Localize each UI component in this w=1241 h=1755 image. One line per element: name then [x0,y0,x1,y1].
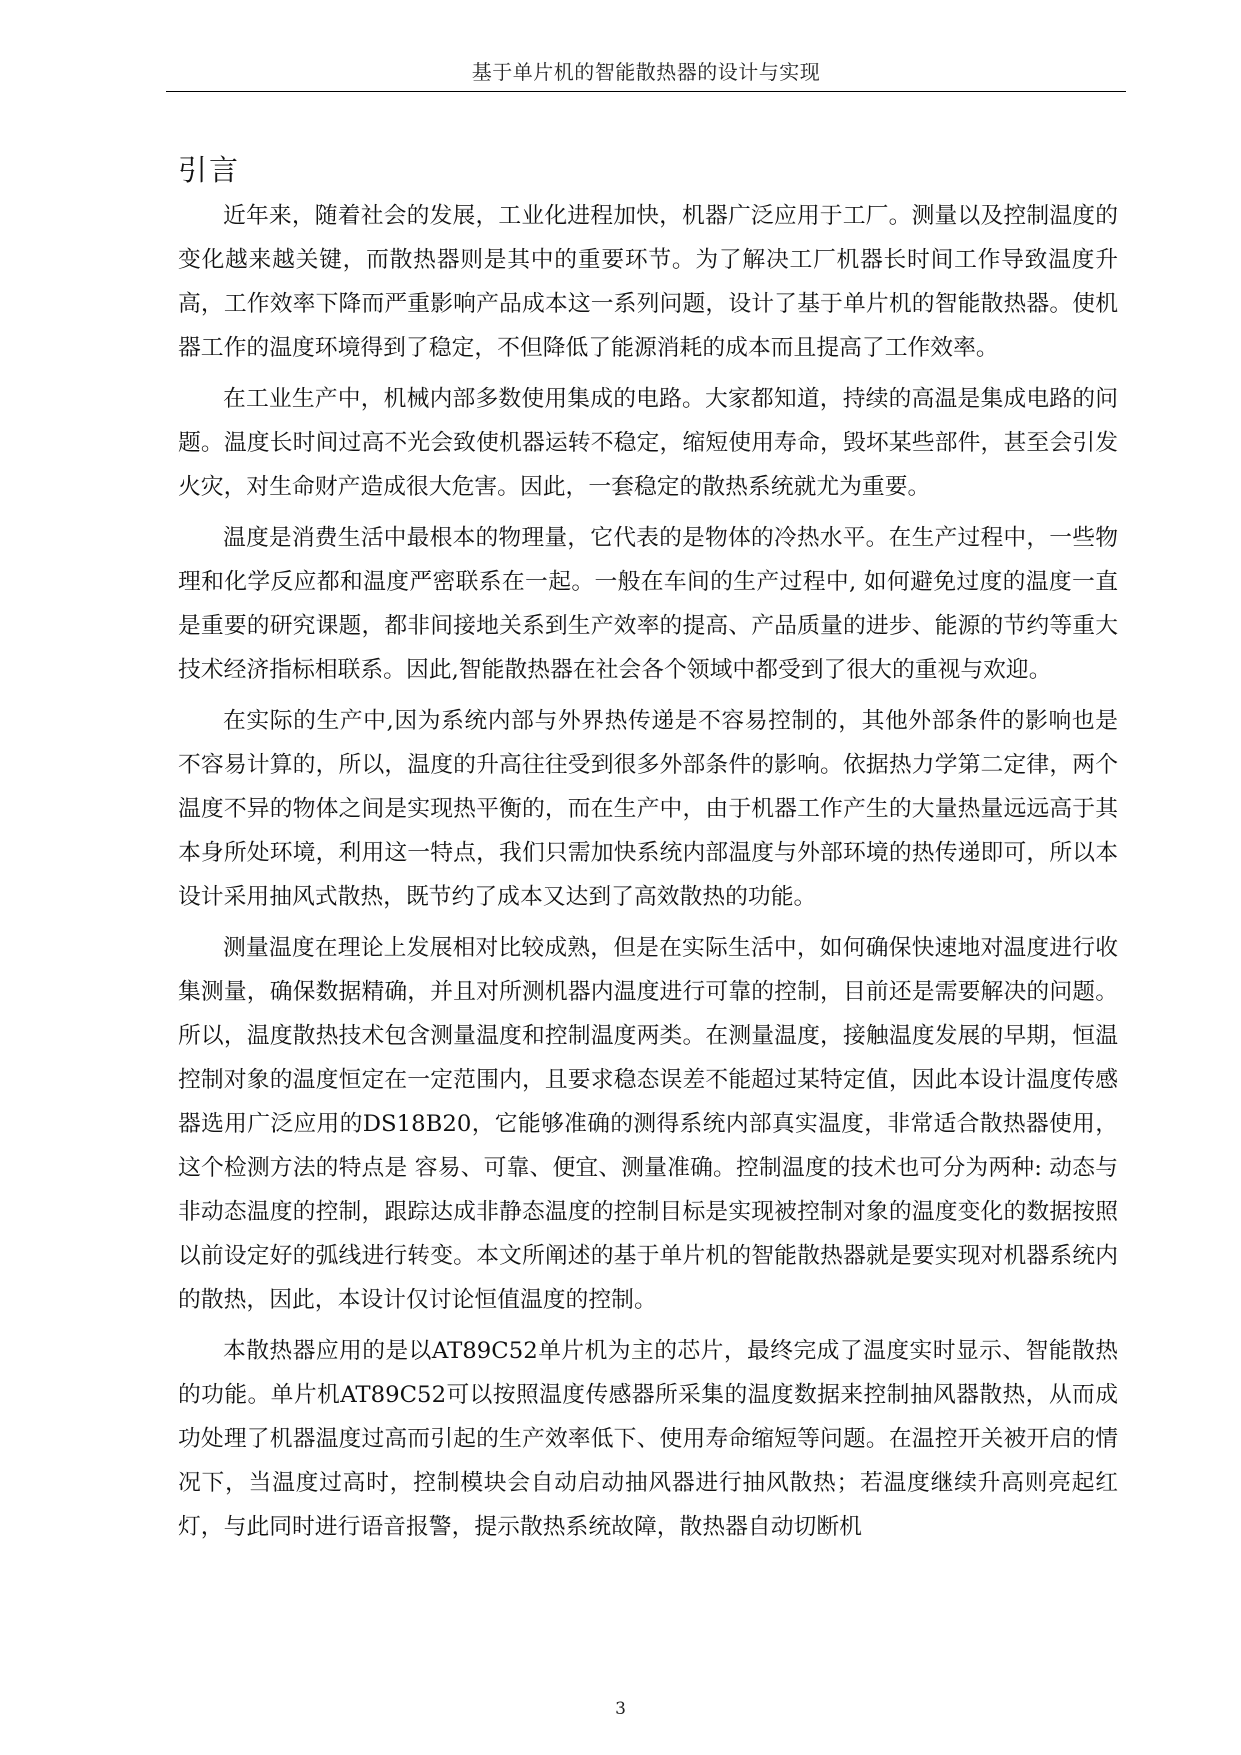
body-text [178,148,1118,1556]
running-header: 基于单片机的智能散热器的设计与实现 [471,60,821,84]
paragraph-3: 温度是消费生活中最根本的物理量，它代表的是物体的冷热水平。在生产过程中，一些物理和化学反应都和温度严密联系在一起。一般在车间的生产过程中, 如何避免过度的温度一直是重要的研究课题，都非间接地关系到生产效率的提高、产品质量的进步、能源的节约等重大技术经济指标相联系。因此,智能散热器在社会各个领域中都受到了很大的重视与欢迎。 [178,525,1118,683]
paragraph-4: 在实际的生产中,因为系统内部与外界热传递是不容易控制的，其他外部条件的影响也是不容易计算的，所以，温度的升高往往受到很多外部条件的影响。依据热力学第二定律，两个温度不异的物体之间是实现热平衡的，而在生产中，由于机器工作产生的大量热量远远高于其本身所处环境，利用这一特点，我们只需加快系统内部温度与外部环境的热传递即可，所以本设计采用抽风式散热，既节约了成本又达到了高效散热的功能。 [178,708,1118,910]
paragraph-6: 本散热器应用的是以AT89C52单片机为主的芯片，最终完成了温度实时显示、智能散热的功能。单片机AT89C52可以按照温度传感器所采集的温度数据来控制抽风器散热，从而成功处理了机器温度过高而引起的生产效率低下、使用寿命缩短等问题。在温控开关被开启的情况下，当温度过高时，控制模块会自动启动抽风器进行抽风散热；若温度继续升高则亮起红灯，与此同时进行语音报警，提示散热系统故障，散热器自动切断机 [178,1338,1118,1540]
section-title: 引言 [178,153,241,187]
paragraph-2: 在工业生产中，机械内部多数使用集成的电路。大家都知道，持续的高温是集成电路的问题。温度长时间过高不光会致使机器运转不稳定，缩短使用寿命，毁坏某些部件，甚至会引发火灾，对生命财产造成很大危害。因此，一套稳定的散热系统就尤为重要。 [178,386,1118,500]
paragraph-1: 近年来，随着社会的发展，工业化进程加快，机器广泛应用于工厂。测量以及控制温度的变化越来越关键，而散热器则是其中的重要环节。为了解决工厂机器长时间工作导致温度升高，工作效率下降而严重影响产品成本这一系列问题，设计了基于单片机的智能散热器。使机器工作的温度环境得到了稳定，不但降低了能源消耗的成本而且提高了工作效率。 [178,203,1118,361]
header-rule [166,91,1126,92]
paragraph-5: 测量温度在理论上发展相对比较成熟，但是在实际生活中，如何确保快速地对温度进行收集测量，确保数据精确，并且对所测机器内温度进行可靠的控制，目前还是需要解决的问题。所以，温度散热技术包含测量温度和控制温度两类。在测量温度，接触温度发展的早期，恒温控制对象的温度恒定在一定范围内，且要求稳态误差不能超过某特定值，因此本设计温度传感器选用广泛应用的DS18B20，它能够准确的测得系统内部真实温度，非常适合散热器使用，这个检测方法的特点是 容易、可靠、便宜、测量准确。控制温度的技术也可分为两种: 动态与非动态温度的控制，跟踪达成非静态温度的控制目标是实现被控制对象的温度变化的数据按照以前设定好的弧线进行转变。本文所阐述的基于单片机的智能散热器就是要实现对机器系统内的散热，因此，本设计仅讨论恒值温度的控制。 [178,935,1118,1313]
page-number: 3 [615,1699,626,1719]
